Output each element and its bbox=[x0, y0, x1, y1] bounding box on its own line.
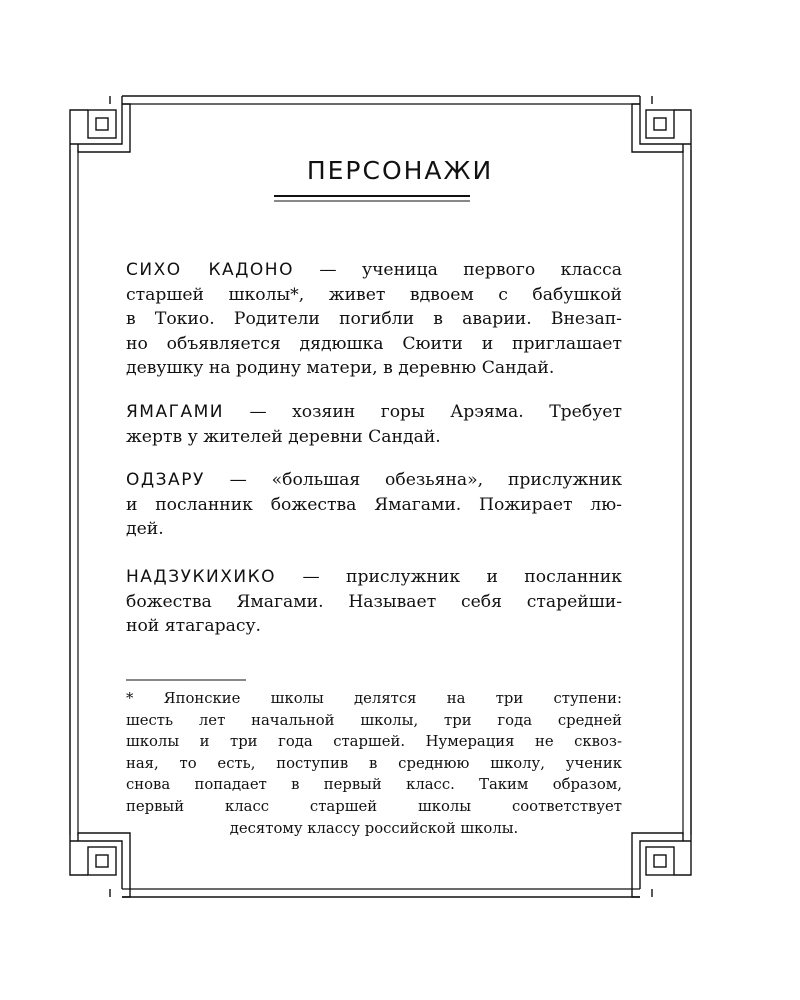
entry-text: — прислужник и посланник bbox=[276, 567, 622, 587]
corner-ornament bbox=[632, 96, 691, 152]
character-entry bbox=[126, 468, 622, 542]
footnote-line: * Японские школы делятся на три ступени: bbox=[126, 690, 622, 707]
footnote-line: шесть лет начальной школы, три года средней bbox=[126, 711, 622, 729]
entry-text: божества Ямагами. Называет себя старейши- bbox=[126, 591, 622, 612]
entry-text: жертв у жителей деревни Сандай. bbox=[126, 426, 441, 447]
character-entry bbox=[126, 400, 622, 449]
entry-text: ной ятагарасу. bbox=[126, 616, 262, 636]
footnote-line: снова попадает в первый класс. Таким образом, bbox=[126, 776, 622, 794]
page-title: ПЕРСОНАЖИ bbox=[306, 156, 494, 185]
corner-ornament bbox=[70, 833, 130, 897]
corner-ornament bbox=[632, 833, 691, 897]
entry-text: — ученица первого класса bbox=[293, 260, 623, 280]
character-name: СИХО КАДОНО bbox=[126, 260, 294, 280]
entry-text: и посланник божества Ямагами. Пожирает лю- bbox=[126, 494, 622, 515]
footnote-line: первый класс старшей школы соответствует bbox=[126, 797, 622, 815]
entry-text: — «большая обезьяна», прислужник bbox=[204, 470, 622, 490]
character-name: ЯМАГАМИ bbox=[126, 402, 224, 422]
character-name: НАДЗУКИХИКО bbox=[126, 567, 277, 587]
entry-text: дей. bbox=[126, 519, 164, 539]
entry-text: в Токио. Родители погибли в аварии. Внезап- bbox=[126, 309, 622, 329]
footnote-line: ная, то есть, поступив в среднюю школу, ученик bbox=[126, 754, 622, 772]
entry-text: — хозяин горы Арэяма. Требует bbox=[224, 402, 622, 422]
entry-text: девушку на родину матери, в деревню Сандай. bbox=[126, 358, 555, 378]
character-name: ОДЗАРУ bbox=[126, 470, 205, 490]
entry-text: но объявляется дядюшка Сюити и приглашает bbox=[126, 333, 622, 354]
entry-text: старшей школы*, живет вдвоем с бабушкой bbox=[126, 284, 622, 305]
character-entry bbox=[126, 258, 622, 381]
character-entry bbox=[126, 565, 622, 639]
corner-ornament bbox=[70, 96, 130, 152]
footnote bbox=[126, 688, 622, 839]
footnote-line: десятому классу российской школы. bbox=[229, 819, 519, 837]
footnote-line: школы и три года старшей. Нумерация не сквоз- bbox=[126, 733, 622, 751]
